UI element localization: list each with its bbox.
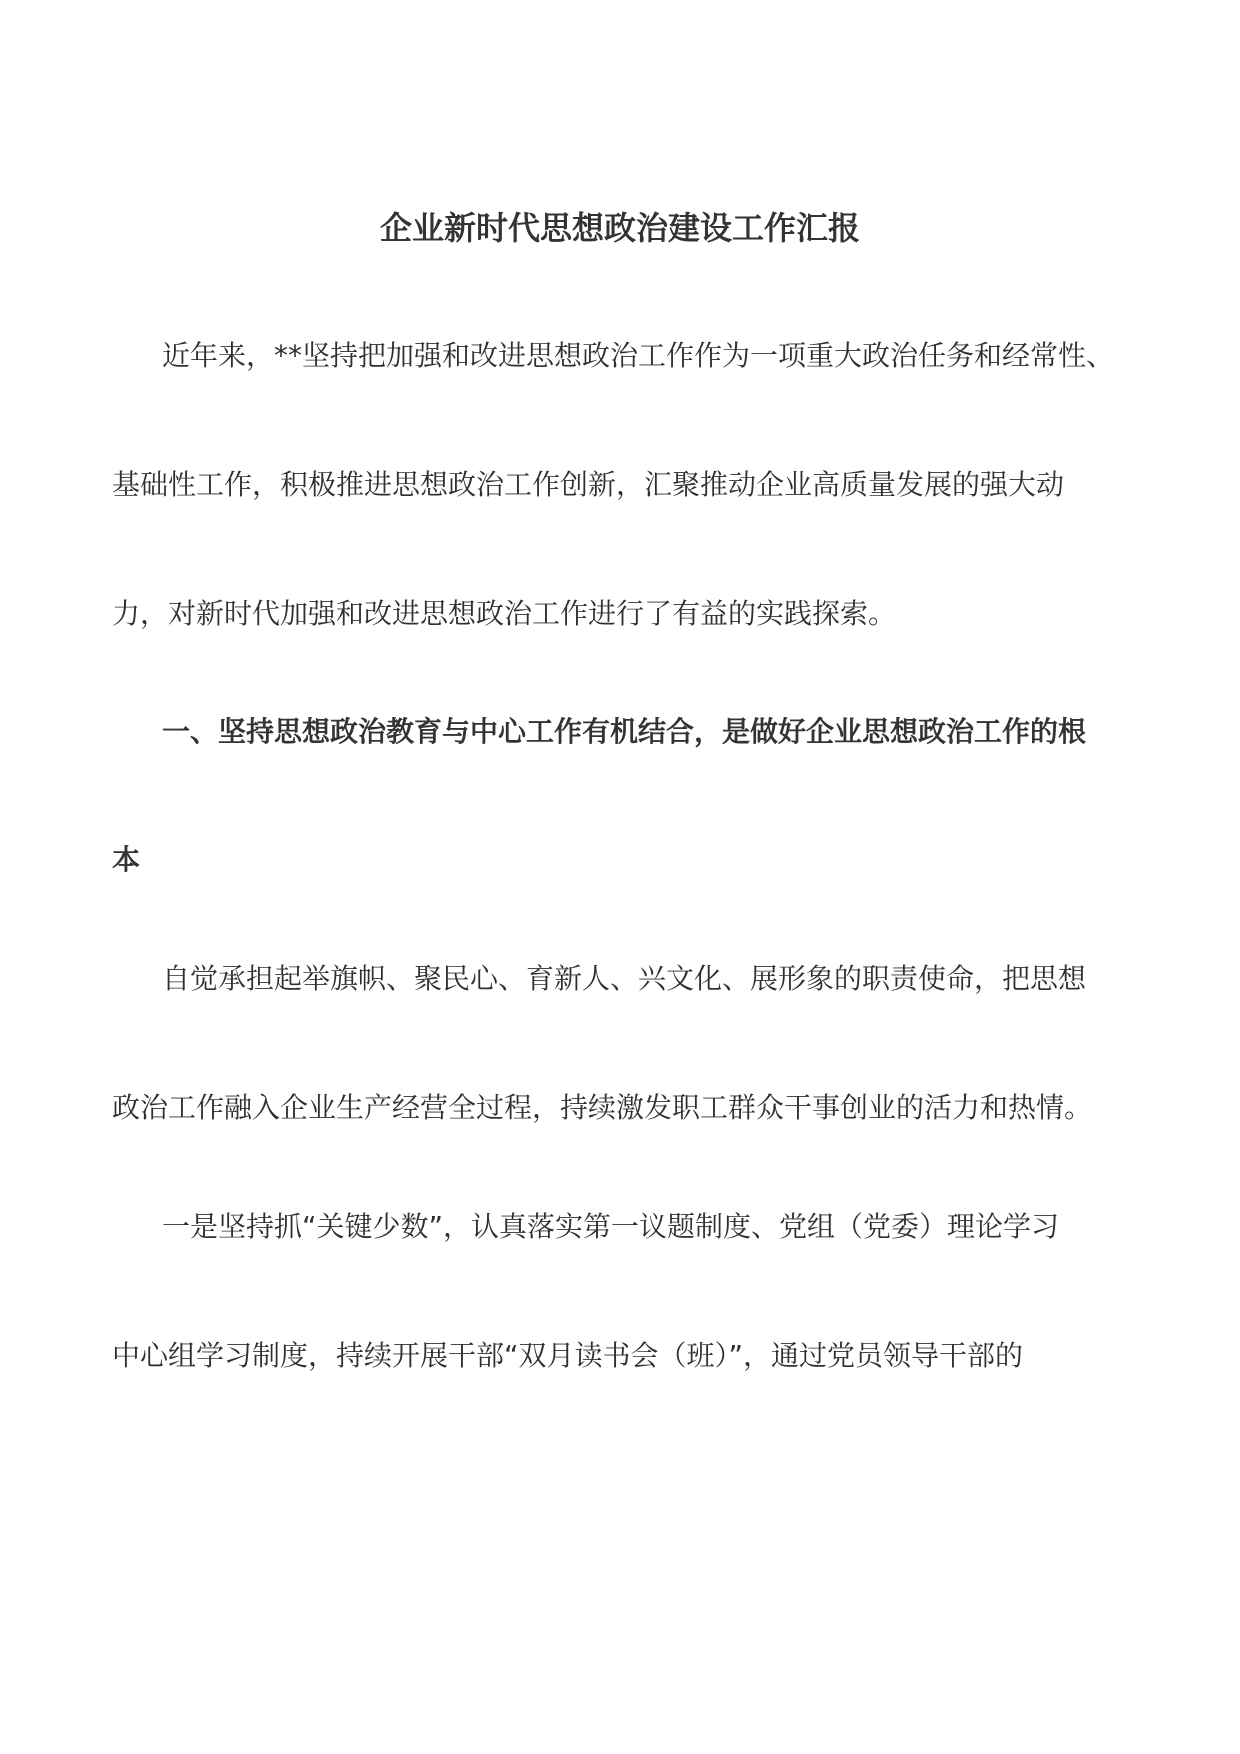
paragraph-3-line-1: 一是坚持抓“关键少数”，认真落实第一议题制度、党组（党委）理论学习 [162,1210,1060,1243]
section-heading-1-line-2: 本 [112,843,141,876]
paragraph-2-line-1: 自觉承担起举旗帜、聚民心、育新人、兴文化、展形象的职责使命，把思想 [162,962,1087,995]
document-title: 企业新时代思想政治建设工作汇报 [379,209,860,247]
section-heading-1-line-1: 一、坚持思想政治教育与中心工作有机结合，是做好企业思想政治工作的根 [162,715,1087,748]
paragraph-1-line-2: 基础性工作，积极推进思想政治工作创新，汇聚推动企业高质量发展的强大动 [112,468,1065,501]
paragraph-3-line-2: 中心组学习制度，持续开展干部“双月读书会（班）”，通过党员领导干部的 [112,1339,1024,1372]
paragraph-2-line-2: 政治工作融入企业生产经营全过程，持续激发职工群众干事创业的活力和热情。 [112,1091,1093,1124]
paragraph-1-line-1: 近年来，**坚持把加强和改进思想政治工作作为一项重大政治任务和经常性、 [162,339,1115,372]
paragraph-1-line-3: 力，对新时代加强和改进思想政治工作进行了有益的实践探索。 [112,597,897,630]
